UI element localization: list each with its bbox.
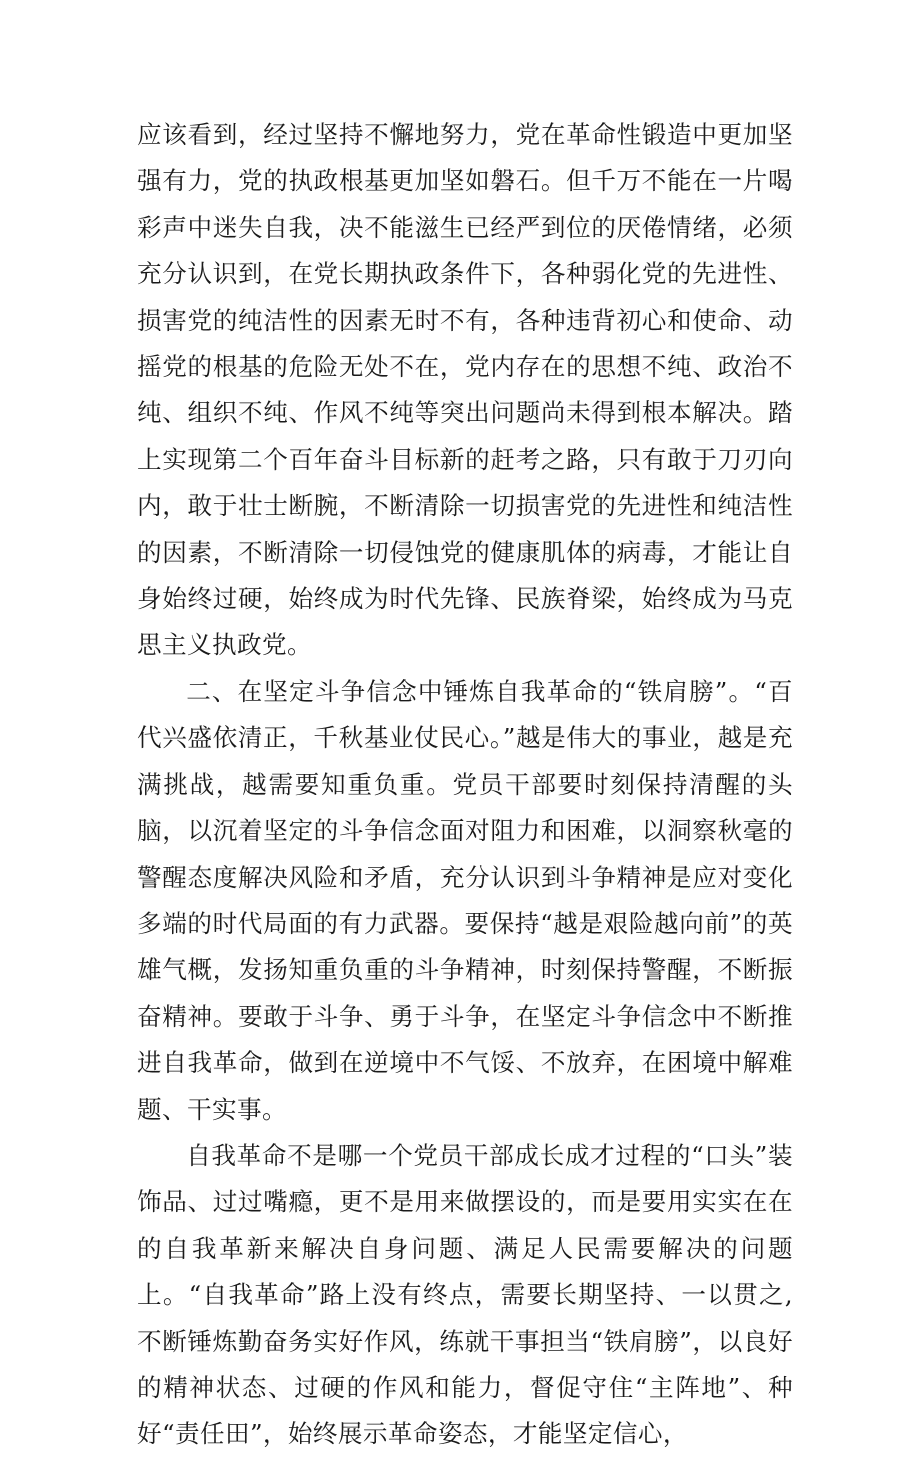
paragraph-party-foundation: 应该看到，经过坚持不懈地努力，党在革命性锻造中更加坚强有力，党的执政根基更加坚如磐石。但千万不能在一片喝彩声中迷失自我，决不能滋生已经严到位的厌倦情绪，必须充分认识到，在党长期执政条件下，各种弱化党的先进性、损害党的纯洁性的因素无时不有，各种违背初心和使命、动摇党的根基的危险无处不在，党内存在的思想不纯、政治不纯、组织不纯、作风不纯等突出问题尚未得到根本解决。踏上实现第二个百年奋斗目标新的赶考之路，只有敢于刀刃向内，敢于壮士断腕，不断清除一切损害党的先进性和纯洁性的因素，不断清除一切侵蚀党的健康肌体的病毒，才能让自身始终过硬，始终成为时代先锋、民族脊梁，始终成为马克思主义执政党。	[137, 120, 793, 660]
paragraph-self-revolution: 自我革命不是哪一个党员干部成长成才过程的“口头”装饰品、过过嘴瘾，更不是用来做摆设的，而是要用实实在在的自我革新来解决自身问题、满足人民需要解决的问题上。“自我革命”路上没有终点，需要长期坚持、一以贯之,不断锤炼勤奋务实好作风，练就干事担当“铁肩膀”，以良好的精神状态、过硬的作风和能力，督促守住“主阵地”、种好“责任田”，始终展示革命姿态，才能坚定信心，	[137, 1140, 793, 1449]
paragraph-iron-shoulders: 二、在坚定斗争信念中锤炼自我革命的“铁肩膀”。“百代兴盛依清正，千秋基业仗民心。”越是伟大的事业，越是充满挑战，越需要知重负重。党员干部要时刻保持清醒的头脑，以沉着坚定的斗争信念面对阻力和困难，以洞察秋毫的警醒态度解决风险和矛盾，充分认识到斗争精神是应对变化多端的时代局面的有力武器。要保持“越是艰险越向前”的英雄气概，发扬知重负重的斗争精神，时刻保持警醒，不断振奋精神。要敢于斗争、勇于斗争，在坚定斗争信念中不断推进自我革命，做到在逆境中不气馁、不放弃，在困境中解难题、干实事。	[137, 676, 793, 1124]
document-body	[137, 112, 793, 1458]
